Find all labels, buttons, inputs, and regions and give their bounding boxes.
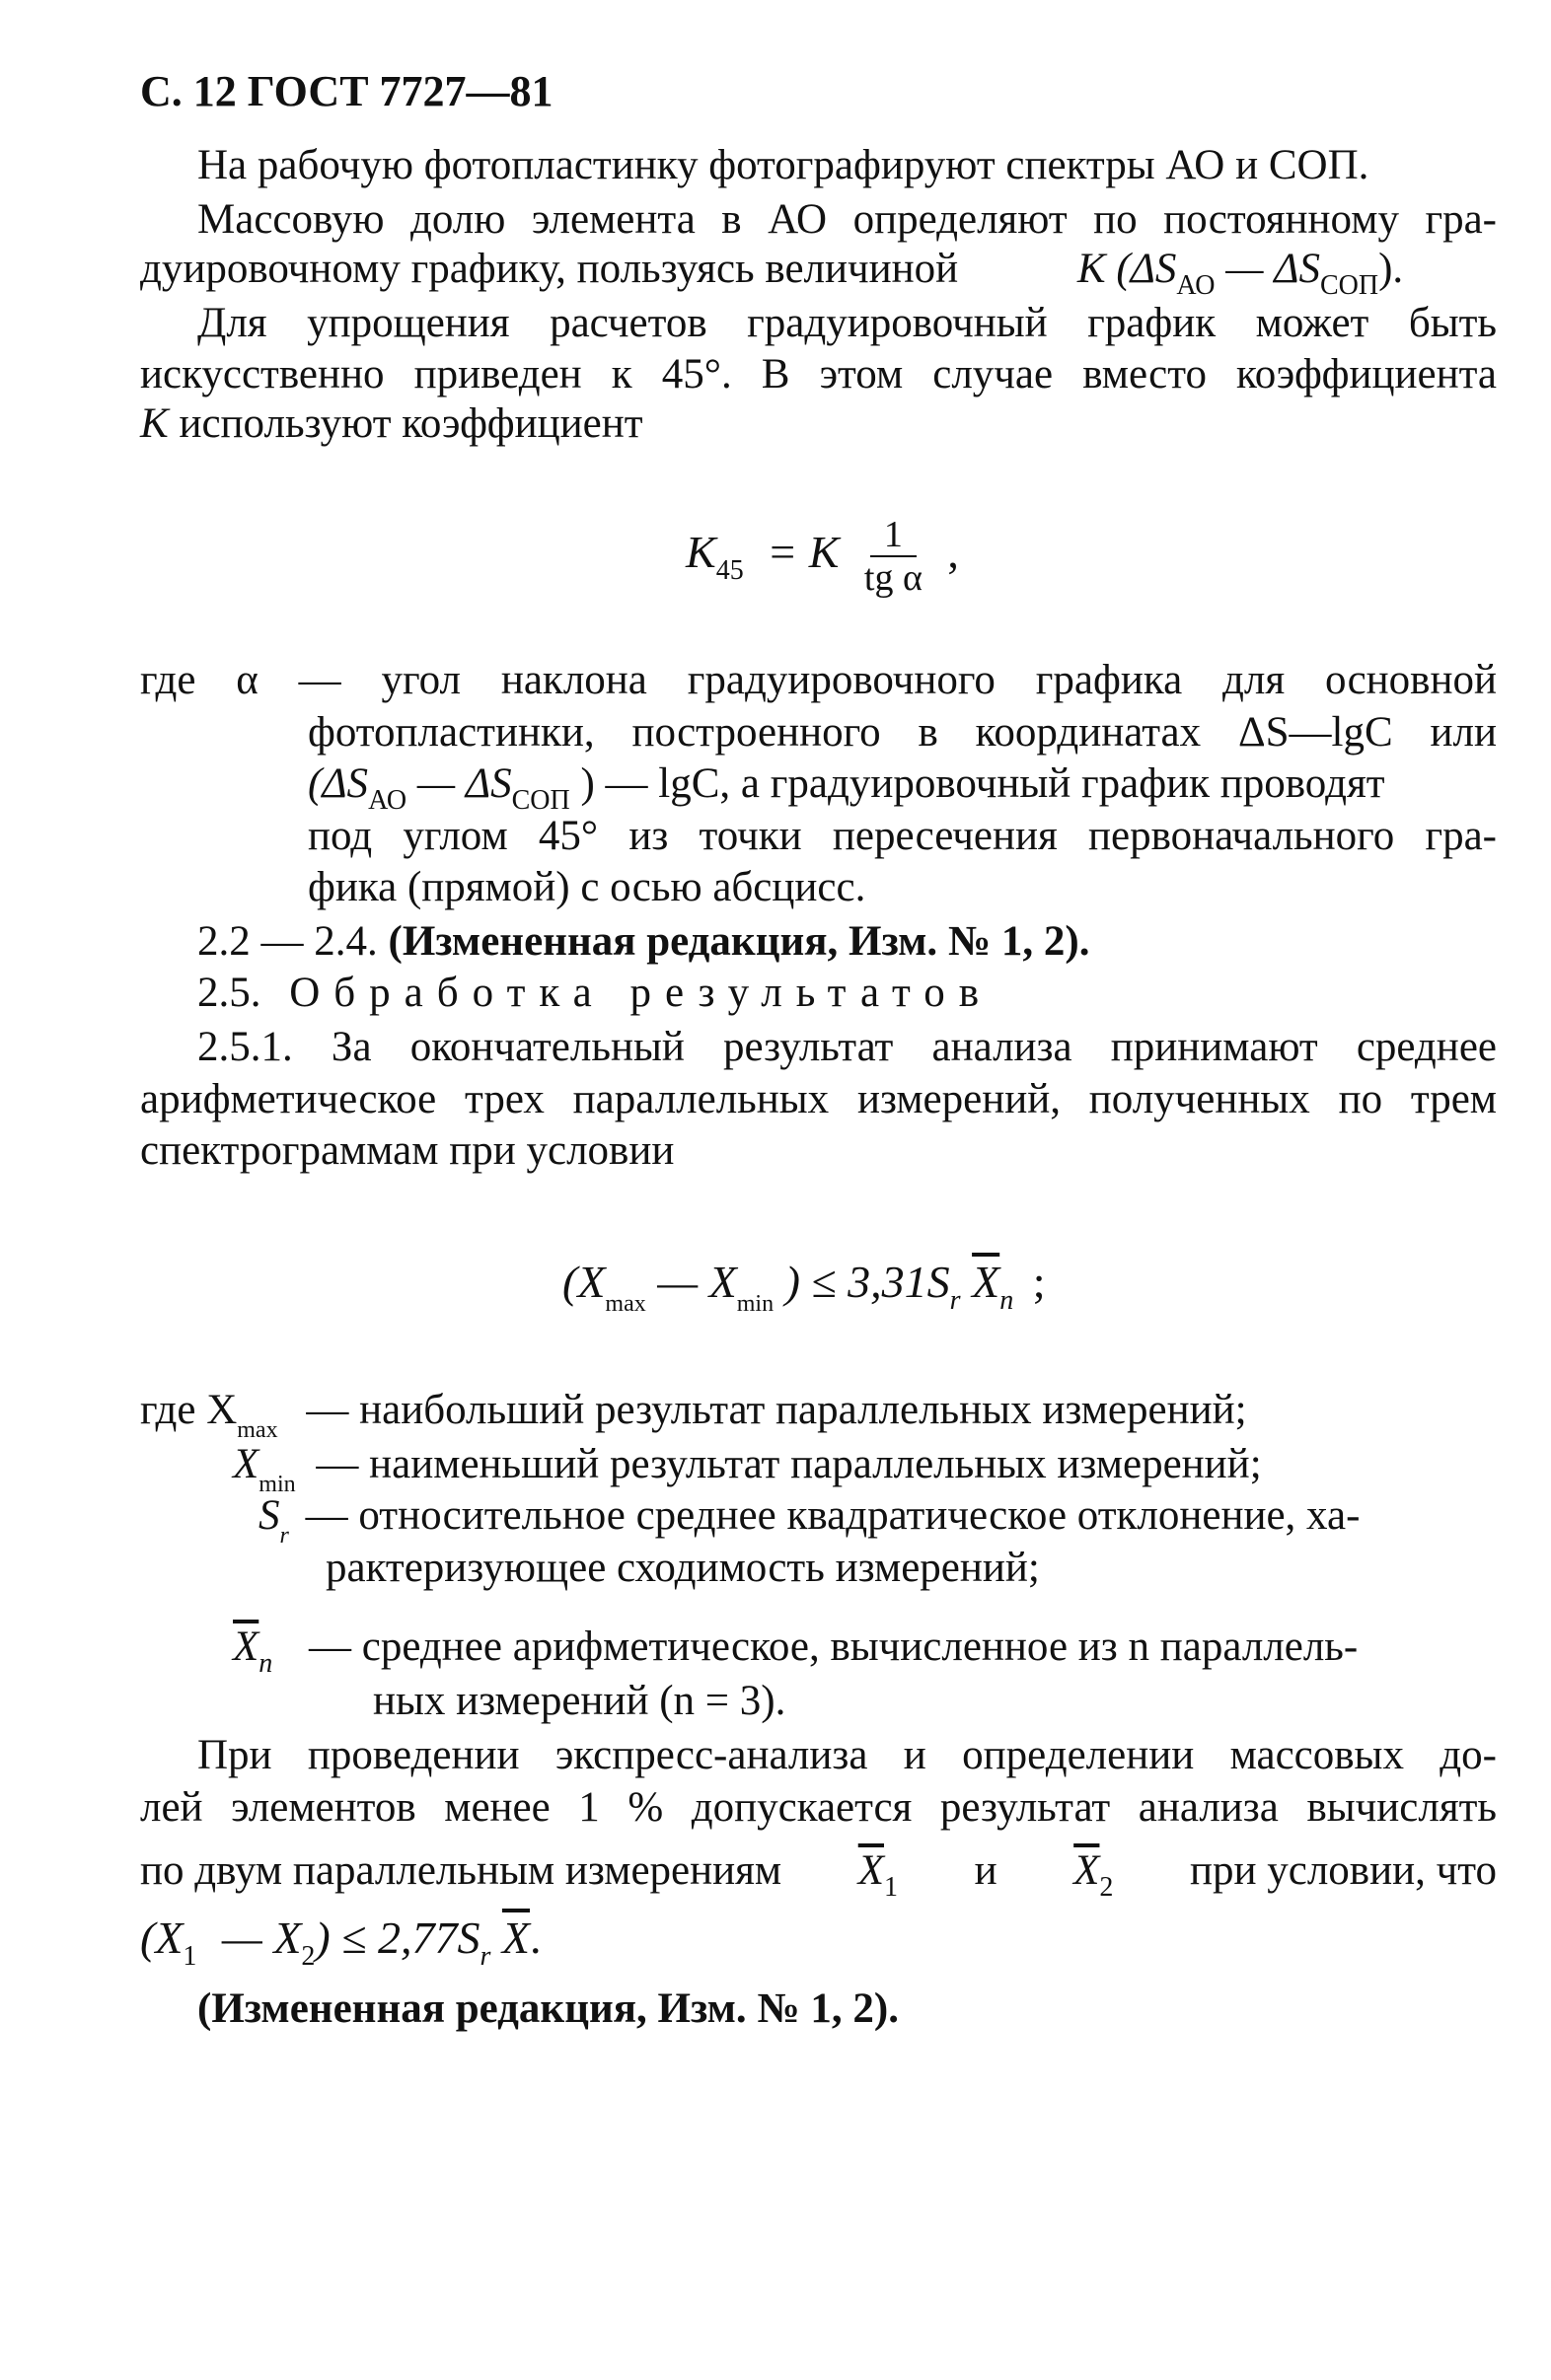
text-span: используют коэффициент <box>179 400 643 447</box>
text-span: ; <box>1032 1257 1046 1307</box>
subscript: 1 <box>183 1941 197 1972</box>
formula-x1 <box>858 1846 898 1901</box>
subscript: n <box>258 1648 273 1679</box>
symbol-delta-s: (ΔS <box>1116 246 1177 292</box>
text-span: . <box>530 1912 542 1963</box>
formula-symbol: $\overline{X}$ <box>501 1912 531 1963</box>
text-span: дуировочному графику, пользуясь величиной <box>140 246 959 292</box>
subscript: max <box>237 1417 278 1443</box>
section-2-2 <box>197 917 1089 967</box>
text-span: ) — lgC, а градуировочный график проводят <box>580 760 1385 807</box>
formula-symbol: $\overline{X}$ <box>1073 1847 1100 1894</box>
formula-x2 <box>1073 1846 1113 1901</box>
paragraph-line: Для упрощения расчетов градуировочный график может быть <box>197 300 1497 346</box>
formula-symbol: (X <box>562 1257 606 1307</box>
paragraph-line: На рабочую фотопластинку фотографируют спектры АО и СОП. <box>197 142 1369 188</box>
subscript: 1 <box>884 1872 898 1903</box>
fraction-denominator: tg α <box>863 557 923 600</box>
formula-symbol: $\overline{X}$ <box>233 1623 259 1670</box>
paragraph-line: Массовую долю элемента в АО определяют по постоянному гра- <box>197 196 1497 243</box>
section-2-5 <box>197 969 993 1018</box>
paragraph-line: лей элементов менее 1 % допускается результат анализа вычислять <box>140 1784 1497 1831</box>
paragraph-line <box>140 245 1403 299</box>
page-header: С. 12 ГОСТ 7727—81 <box>140 67 554 115</box>
definition-text: — среднее арифметическое, вычисленное из n параллель- <box>309 1623 1359 1670</box>
revision-note: (Измененная редакция, Изм. № 1, 2). <box>388 918 1090 965</box>
text-span: и <box>974 1847 997 1894</box>
subscript: 2 <box>1099 1872 1114 1903</box>
formula-symbol: ) ≤ 3,31S <box>784 1257 950 1307</box>
paragraph-line: арифметическое трех параллельных измерений, полученных по трем <box>140 1076 1497 1122</box>
formula-symbol: $\overline{X}$ <box>857 1847 884 1894</box>
formula-symbol: = K <box>767 527 840 577</box>
subscript: СОП <box>1319 270 1379 301</box>
subscript: max <box>605 1291 646 1317</box>
definition-continuation: рактеризующее сходимость измерений; <box>326 1545 1040 1591</box>
text-span: где X <box>140 1387 238 1433</box>
fraction <box>858 514 928 599</box>
symbol-delta-s: — ΔS <box>416 760 512 807</box>
paragraph-line <box>140 1846 1497 1901</box>
definition-xmax <box>140 1386 1247 1441</box>
text-span: по двум параллельным измерениям <box>140 1847 782 1894</box>
formula-condition <box>562 1258 1045 1315</box>
subscript: АО <box>1176 270 1216 301</box>
section-number: 2.5. <box>197 970 261 1016</box>
formula-express <box>140 1913 542 1970</box>
subscript: АО <box>368 785 407 816</box>
formula-symbol: S <box>258 1492 280 1539</box>
paragraph-line: фотопластинки, построенного в координатах ΔS—lgC или <box>308 709 1497 756</box>
definition-xmin <box>233 1440 1262 1495</box>
definition-sr <box>258 1491 1360 1547</box>
definition-text: — относительное среднее квадратическое отклонение, ха- <box>305 1492 1361 1539</box>
subscript: СОП <box>511 785 570 816</box>
paragraph-line: под углом 45° из точки пересечения первоначального гра- <box>308 813 1497 859</box>
paragraph-line: искусственно приведен к 45°. В этом случае вместо коэффициента <box>140 351 1497 397</box>
revision-note: (Измененная редакция, Изм. № 1, 2). <box>197 1985 899 2032</box>
section-title: Обработка результатов <box>289 970 993 1016</box>
text-span: , <box>947 527 959 577</box>
symbol-k: K <box>1076 246 1106 292</box>
text-span: при условии, что <box>1189 1847 1497 1894</box>
definition-text: — наибольший результат параллельных измерений; <box>306 1387 1247 1433</box>
subscript: r <box>480 1941 491 1972</box>
subscript: min <box>736 1291 775 1317</box>
definition-xn <box>233 1623 1358 1677</box>
section-number: 2.2 — 2.4. <box>197 918 378 965</box>
formula-symbol: X <box>233 1441 259 1487</box>
subscript: r <box>279 1523 289 1549</box>
paragraph-line: фика (прямой) с осью абсцисс. <box>308 864 866 910</box>
formula-symbol: $\overline{X}$ <box>972 1257 1000 1307</box>
subscript: n <box>999 1285 1014 1316</box>
formula-symbol: ) ≤ 2,77S <box>315 1912 480 1963</box>
formula-symbol: — X <box>221 1912 302 1963</box>
subscript: r <box>949 1285 961 1316</box>
formula-k45 <box>686 513 959 599</box>
symbol-k: K <box>140 400 169 447</box>
paragraph-line: где α — угол наклона градуировочного графика для основной <box>140 657 1497 703</box>
symbol-delta-s: — ΔS <box>1225 246 1320 292</box>
subscript: 45 <box>715 555 744 586</box>
subscript: min <box>258 1472 296 1497</box>
formula-symbol: (X <box>140 1912 184 1963</box>
definition-continuation: ных измерений (n = 3). <box>373 1678 786 1724</box>
formula-symbol: — X <box>657 1257 737 1307</box>
definition-text: — наименьший результат параллельных измерений; <box>316 1441 1262 1487</box>
paragraph-line: При проведении экспресс-анализа и определении массовых до- <box>197 1732 1497 1778</box>
formula-symbol: K <box>686 527 716 577</box>
paragraph-line: спектрограммам при условии <box>140 1127 675 1174</box>
subscript: 2 <box>301 1941 316 1972</box>
paragraph-line <box>140 399 643 449</box>
fraction-numerator: 1 <box>870 514 917 557</box>
paragraph-line <box>308 759 1385 814</box>
symbol-delta-s: (ΔS <box>308 760 369 807</box>
text-span: ). <box>1378 246 1404 292</box>
paragraph-line: 2.5.1. За окончательный результат анализа принимают среднее <box>197 1024 1497 1070</box>
